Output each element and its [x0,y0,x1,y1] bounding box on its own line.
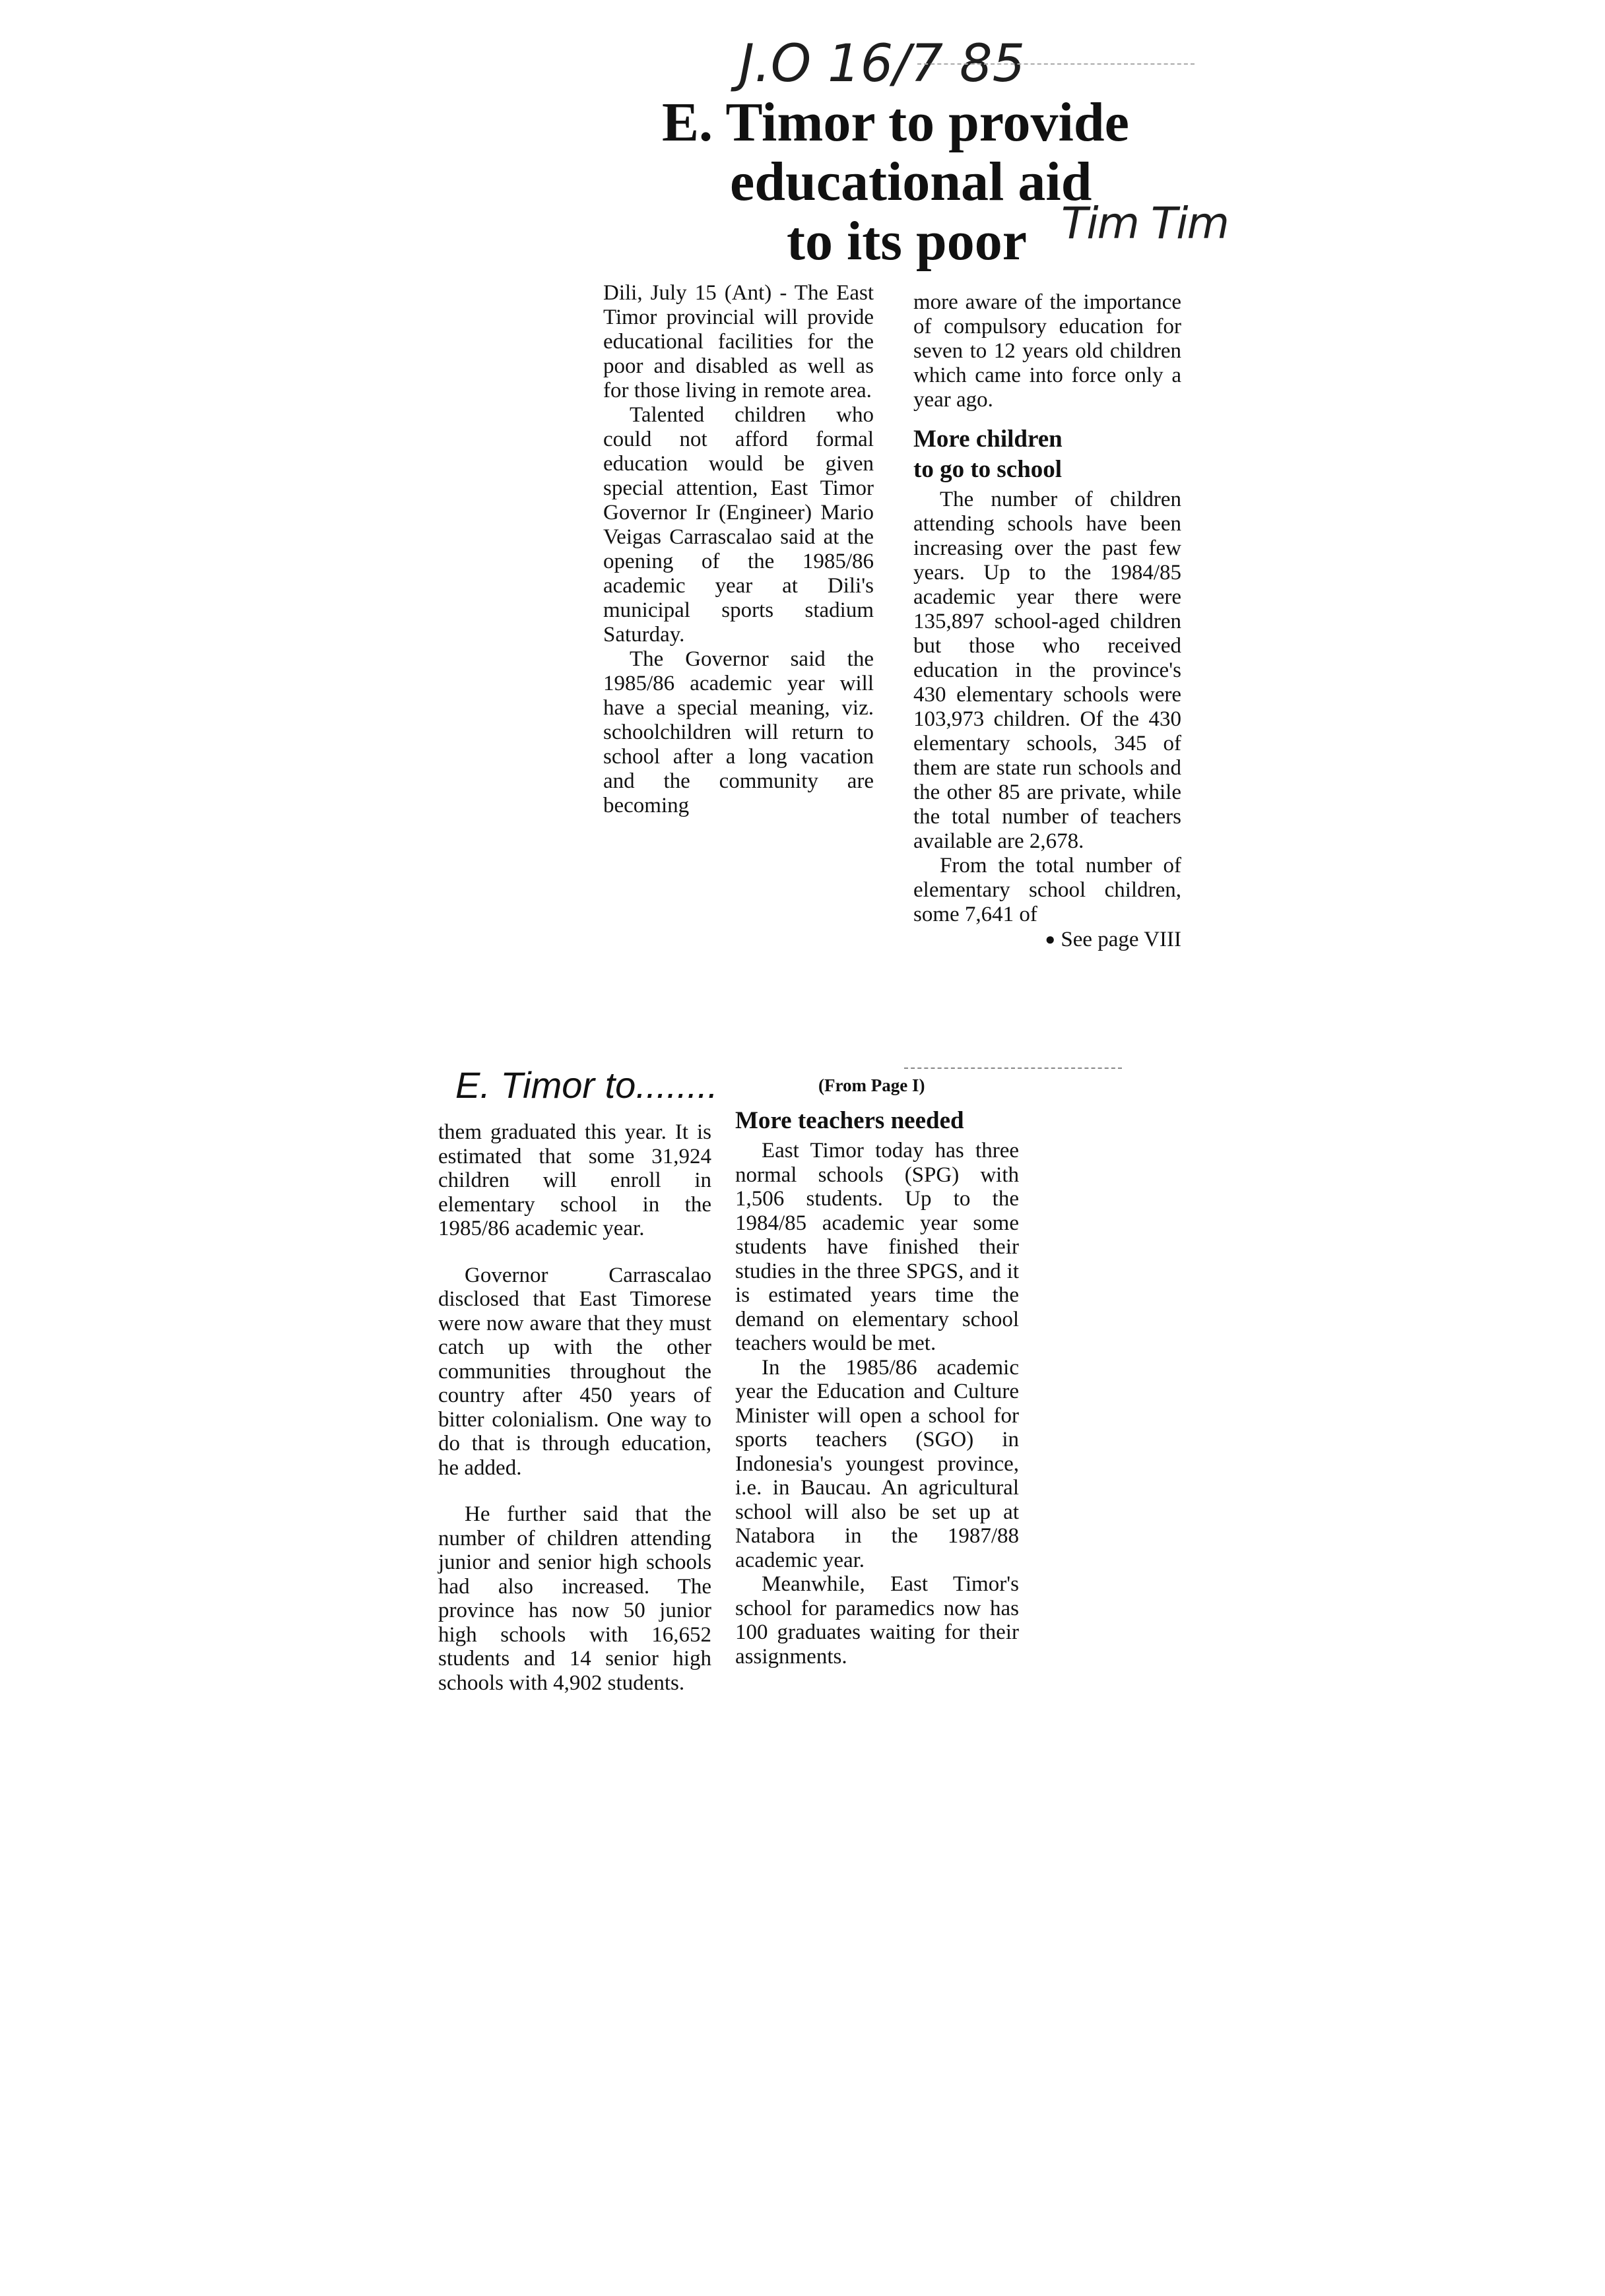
subheading-more-teachers: More teachers needed [735,1107,964,1134]
headline-line-3: to its poor [787,210,1027,272]
article-column-3 [438,1120,711,1695]
see-page-text: See page VIII [1061,928,1181,951]
paragraph: Dili, July 15 (Ant) - The East Timor provincial will provide educational facilities for the poor and disabled as well as for those living in remote area. [603,281,874,402]
paragraph: In the 1985/86 academic year the Education and Culture Minister will open a school for sports teachers (SGO) in Indonesia's youngest province, i.e. in Baucau. An agricultural school will also be set up at Natabora in the 1987/88 academic year. [735,1355,1019,1572]
headline-line-2: educational aid [730,151,1092,212]
paragraph: The number of children attending schools have been increasing over the past few years. Up to the 1984/85 academic year there were 135,897 school-aged children but those who received education in the province's 430 elementary schools were 103,973 children. Of the 430 elementary schools, 345 of them are state run schools and the other 85 are private, while the total number of teachers available are 2,678. [913,488,1181,853]
paragraph: East Timor today has three normal schools (SPG) with 1,506 students. Up to the 1984/85 academic year some students have finished their studies in the three SPGS, and it is estimated years time the demand on elementary school teachers would be met. [735,1139,1019,1355]
subheading-line: More children [913,426,1063,453]
handwritten-date-annotation: J.O 16/7 85 [739,34,1026,94]
paragraph: He further said that the number of children attending junior and senior high schools had also increased. The province has now 50 junior high schools with 16,652 students and 14 senior high schools with 4,902 students. [438,1502,711,1695]
article-column-4 [735,1106,1019,1669]
article-column-2 [913,290,1181,952]
paragraph: The Governor said the 1985/86 academic year will have a special meaning, viz. schoolchildren will return to school after a long vacation and the community are becoming [603,647,874,817]
paragraph: them graduated this year. It is estimated that some 31,924 children will enroll in elementary school in the 1985/86 academic year. [438,1120,711,1240]
paragraph: From the total number of elementary school children, some 7,641 of [913,854,1181,926]
headline-line-1: E. Timor to provide [662,92,1129,153]
article-column-1 [603,281,874,818]
subheading-line: to go to school [913,456,1063,483]
paragraph: Meanwhile, East Timor's school for paramedics now has 100 graduates waiting for their assignments. [735,1572,1019,1669]
handwritten-initials-annotation: Tim Tim [1061,198,1228,249]
paragraph: Talented children who could not afford formal education would be given special attention, East Timor Governor Ir (Engineer) Mario Veigas Carrascalao said at the opening of the 1985/86 academic year at Dili's municipal sports stadium Saturday. [603,403,874,647]
paragraph: Governor Carrascalao disclosed that East Timorese were now aware that they must catch up with the other communities throughout the country after 450 years of bitter colonialism. One way to do that is through education, he added. [438,1263,711,1480]
paragraph: more aware of the importance of compulsory education for seven to 12 years old children which came into force only a year ago. [913,290,1181,412]
subheading-more-children [913,424,1181,485]
clipping-separator [904,1068,1122,1069]
bullet-icon: ● [1045,930,1056,949]
clipping-edge-top [917,63,1195,65]
see-page-reference [913,927,1181,952]
continuation-title: E. Timor to........ [455,1064,718,1106]
from-page-label: (From Page I) [818,1075,925,1095]
